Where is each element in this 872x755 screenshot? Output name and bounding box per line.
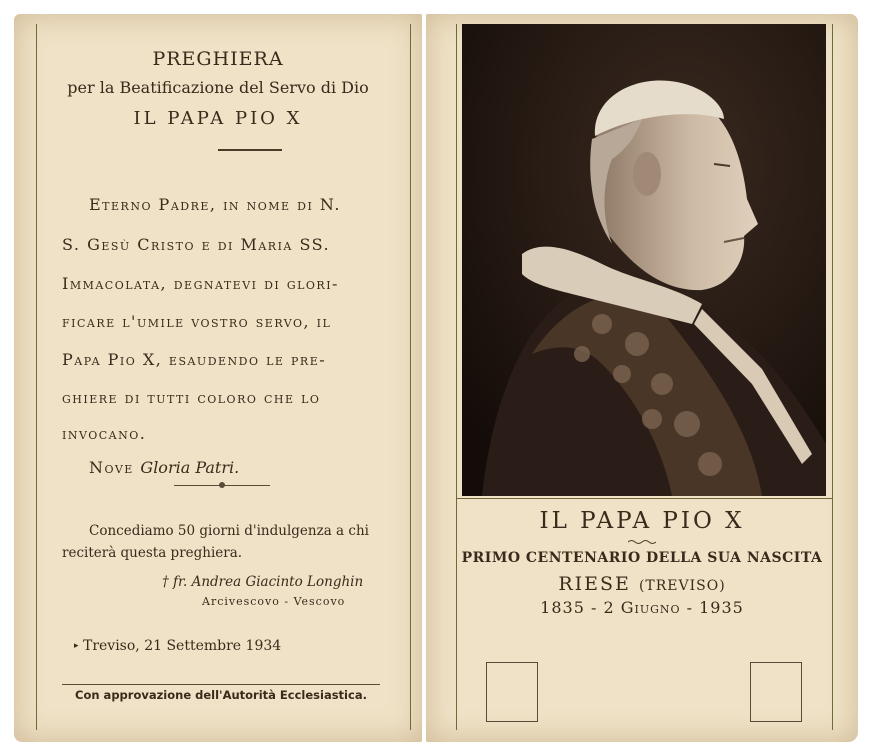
wave-ornament-icon bbox=[628, 539, 656, 545]
centenary-text: PRIMO CENTENARIO DELLA SUA NASCITA bbox=[461, 550, 823, 566]
dates-line: 1835 - 2 Giugno - 1935 bbox=[540, 598, 744, 617]
prayer-line-7: invocano. bbox=[62, 424, 147, 443]
indulgence-line-2: reciterà questa preghiera. bbox=[62, 545, 243, 561]
indulgence-line-1: Concediamo 50 giorni d'indulgenza a chi bbox=[89, 523, 369, 539]
pope-title: IL PAPA PIO X bbox=[539, 508, 745, 534]
approval-text: Con approvazione dell'Autorità Ecclesiastica. bbox=[75, 688, 367, 702]
prayer-line-6: ghiere di tutti coloro che lo bbox=[62, 388, 321, 407]
prayer-heading: PREGHIERA bbox=[152, 48, 284, 70]
signature-title: Arcivescovo - Vescovo bbox=[202, 595, 346, 608]
prayer-line-3: Immacolata, degnatevi di glori- bbox=[62, 274, 339, 293]
right-panel-right-border bbox=[832, 24, 833, 730]
portrait-illustration bbox=[462, 24, 826, 496]
signature: † fr. Andrea Giacinto Longhin bbox=[162, 574, 364, 590]
place-line bbox=[426, 573, 858, 595]
pope-name-heading: IL PAPA PIO X bbox=[133, 108, 303, 129]
pope-portrait-photo bbox=[462, 24, 826, 496]
corner-square-left bbox=[486, 662, 538, 722]
place-province: (TREVISO) bbox=[638, 578, 726, 594]
left-border-line bbox=[36, 24, 37, 730]
photo-bottom-rule bbox=[456, 498, 832, 499]
prayer-subtitle: per la Beatificazione del Servo di Dio bbox=[67, 78, 369, 97]
prayer-line-5: Papa Pio X, esaudendo le pre- bbox=[62, 350, 327, 369]
nove-label: Nove bbox=[89, 458, 134, 477]
right-border-line bbox=[410, 24, 411, 730]
nove-gloria bbox=[89, 458, 239, 477]
title-divider bbox=[218, 149, 282, 151]
date-line bbox=[74, 638, 281, 654]
ornament-dot bbox=[219, 482, 225, 488]
place-name: RIESE bbox=[558, 573, 631, 595]
prayer-line-2: S. Gesù Cristo e di Maria SS. bbox=[62, 235, 331, 254]
right-panel-left-border bbox=[456, 24, 457, 730]
portrait-panel bbox=[426, 14, 858, 742]
gloria-patri: Gloria Patri. bbox=[140, 458, 240, 477]
approval-rule bbox=[62, 684, 380, 685]
prayer-line-1: Eterno Padre, in nome di N. bbox=[89, 195, 341, 214]
bullet-icon: ▸ bbox=[74, 641, 79, 651]
date-text: Treviso, 21 Settembre 1934 bbox=[82, 638, 282, 654]
prayer-line-4: ficare l'umile vostro servo, il bbox=[62, 312, 332, 331]
corner-square-right bbox=[750, 662, 802, 722]
prayer-panel bbox=[14, 14, 422, 742]
